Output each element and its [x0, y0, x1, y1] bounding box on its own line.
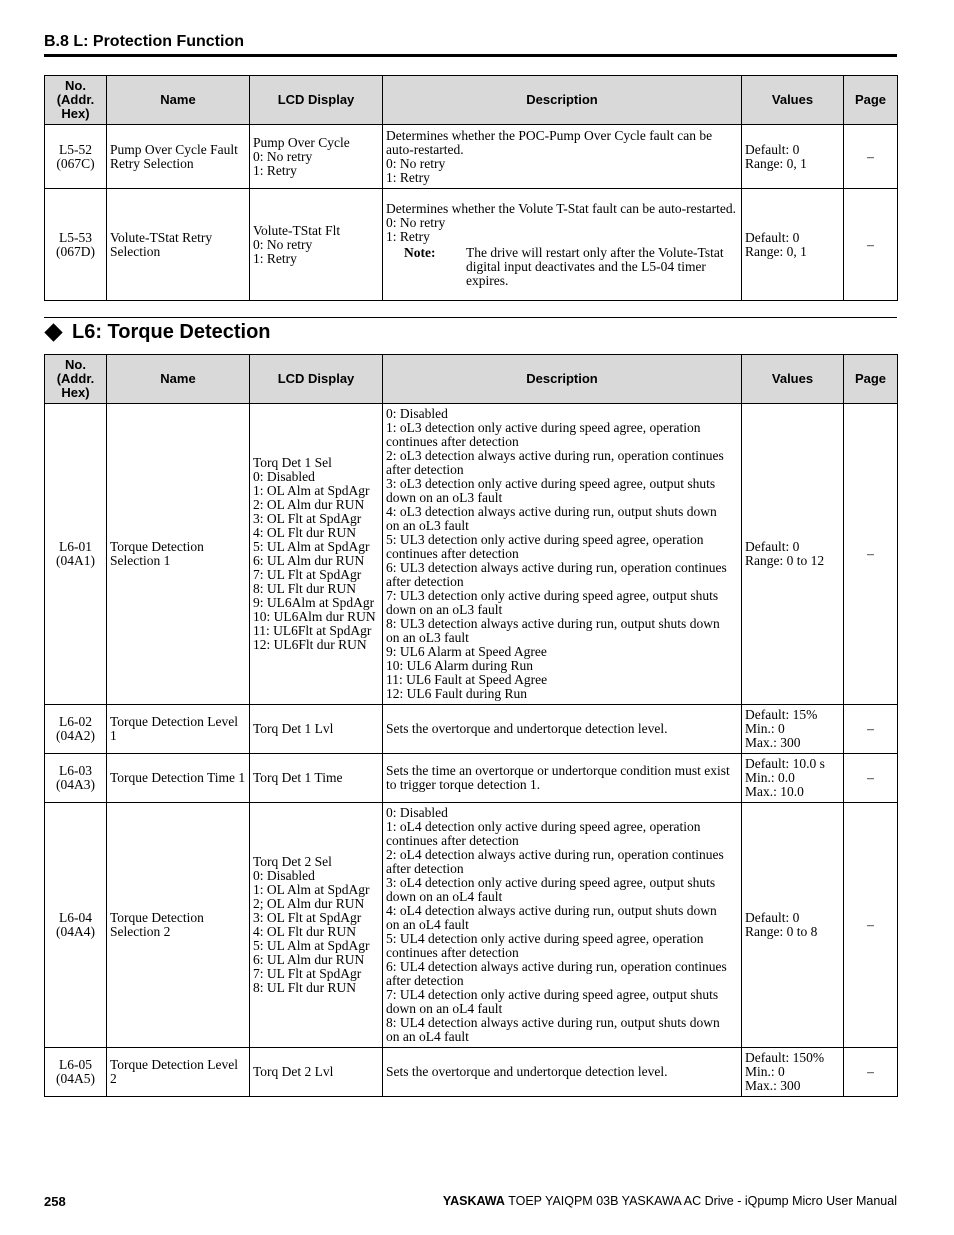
cell-line: Min.: 0.0 — [745, 770, 795, 785]
cell-line: 1: OL Alm at SpdAgr — [253, 882, 370, 897]
cell-line: Max.: 300 — [745, 735, 801, 750]
cell-line: on an oL4 fault — [386, 917, 469, 932]
values-cell — [742, 189, 844, 301]
cell-line: down on an oL4 fault — [386, 1001, 503, 1016]
cell-line: 2: oL4 detection always active during run, operation continues — [386, 847, 724, 862]
description-cell — [383, 754, 742, 803]
note-block — [386, 246, 738, 288]
cell-line: 7: UL4 detection only active during speed agree, output shuts — [386, 987, 719, 1002]
cell-line: Range: 0 to 8 — [745, 924, 818, 939]
cell-line: 4: oL4 detection always active during run, output shuts down — [386, 903, 717, 918]
param-name: Torque Detection Level 2 — [107, 1048, 250, 1097]
cell-line: Sets the overtorque and undertorque detection level. — [386, 721, 668, 736]
cell-line: to trigger torque detection 1. — [386, 777, 541, 792]
cell-line: 10: UL6Alm dur RUN — [253, 609, 376, 624]
description-cell — [383, 803, 742, 1048]
col-header-values: Values — [742, 355, 844, 404]
cell-line: 10: UL6 Alarm during Run — [386, 658, 533, 673]
col-header-no: No. (Addr. Hex) — [45, 76, 107, 125]
values-cell — [742, 754, 844, 803]
cell-line: 4: OL Flt dur RUN — [253, 525, 357, 540]
cell-line: Torq Det 1 Lvl — [253, 721, 334, 736]
cell-line: Default: 0 — [745, 229, 800, 245]
cell-line: Range: 0 to 12 — [745, 553, 825, 568]
cell-line: on an oL3 fault — [386, 518, 469, 533]
cell-line: after detection — [386, 973, 464, 988]
cell-line: 0: Disabled — [253, 868, 315, 883]
description-cell — [383, 125, 742, 189]
cell-line: Min.: 0 — [745, 1064, 785, 1079]
cell-line: 8: UL Flt dur RUN — [253, 980, 357, 995]
table-row — [45, 1048, 898, 1097]
cell-line: Range: 0, 1 — [745, 155, 807, 171]
cell-line: 0: Disabled — [253, 469, 315, 484]
col-header-no: No. (Addr. Hex) — [45, 355, 107, 404]
cell-line: Pump Over Cycle — [253, 134, 350, 150]
section-title: L6: Torque Detection — [72, 321, 271, 343]
cell-line: 7: UL Flt at SpdAgr — [253, 567, 362, 582]
page-header-title: B.8 L: Protection Function — [44, 33, 244, 50]
param-address: (067D) — [56, 243, 95, 259]
section-rule — [44, 317, 897, 318]
param-address: (04A3) — [56, 777, 95, 792]
lcd-display-cell — [250, 754, 383, 803]
l5-parameter-table — [44, 75, 898, 301]
description-text: Determines whether the Volute T-Stat fault can be auto-restarted. — [386, 200, 737, 216]
description-line: 1: Retry — [386, 169, 430, 185]
cell-line: 5: UL Alm at SpdAgr — [253, 539, 370, 554]
cell-line: 8: UL3 detection always active during run, output shuts down — [386, 616, 720, 631]
diamond-bullet-icon — [44, 323, 62, 341]
cell-line: 7: UL3 detection only active during speed agree, output shuts — [386, 588, 719, 603]
page-cell: – — [844, 803, 898, 1048]
param-number: L6-05 — [59, 1057, 92, 1072]
cell-line: 1: Retry — [253, 250, 297, 266]
param-address: (04A5) — [56, 1071, 95, 1086]
cell-line: 3: oL3 detection only active during speed agree, output shuts — [386, 476, 716, 491]
param-number: L6-01 — [59, 539, 92, 554]
cell-line: 6: UL3 detection always active during run, operation continues — [386, 560, 727, 575]
col-header-lcd: LCD Display — [250, 76, 383, 125]
cell-line: 12: UL6Flt dur RUN — [253, 637, 367, 652]
param-address: (04A4) — [56, 924, 95, 939]
cell-line: down on an oL4 fault — [386, 889, 503, 904]
description-line: 1: Retry — [386, 228, 430, 244]
description-text: Determines whether the POC-Pump Over Cycle fault can be auto-restarted. — [386, 127, 713, 157]
cell-line: Torq Det 2 Sel — [253, 854, 332, 869]
table-row — [45, 125, 898, 189]
cell-line: Range: 0, 1 — [745, 243, 807, 259]
lcd-display-cell — [250, 803, 383, 1048]
cell-line: Sets the overtorque and undertorque detection level. — [386, 1064, 668, 1079]
lcd-display-cell — [250, 1048, 383, 1097]
description-cell — [383, 1048, 742, 1097]
cell-line: Max.: 300 — [745, 1078, 801, 1093]
param-number: L6-02 — [59, 714, 92, 729]
cell-line: Min.: 0 — [745, 721, 785, 736]
values-cell — [742, 705, 844, 754]
page-cell: – — [844, 1048, 898, 1097]
cell-line: 11: UL6 Fault at Speed Agree — [386, 672, 548, 687]
cell-line: Sets the time an overtorque or undertorque condition must exist — [386, 763, 730, 778]
cell-line: 5: UL Alm at SpdAgr — [253, 938, 370, 953]
cell-line: Torq Det 1 Sel — [253, 455, 332, 470]
cell-line: continues after detection — [386, 434, 519, 449]
param-number: L6-03 — [59, 763, 92, 778]
param-name: Pump Over Cycle Fault Retry Selection — [107, 125, 250, 189]
col-header-description: Description — [383, 76, 742, 125]
lcd-display-cell — [250, 125, 383, 189]
values-cell — [742, 125, 844, 189]
footer-page-number: 258 — [44, 1194, 66, 1209]
cell-line: 0: Disabled — [386, 805, 448, 820]
table-row — [45, 189, 898, 301]
cell-line: 3: OL Flt at SpdAgr — [253, 511, 362, 526]
l6-table-header-row — [45, 355, 898, 404]
table-row — [45, 705, 898, 754]
cell-line: 9: UL6 Alarm at Speed Agree — [386, 644, 547, 659]
cell-line: after detection — [386, 861, 464, 876]
col-header-page: Page — [844, 355, 898, 404]
cell-line: on an oL4 fault — [386, 1029, 469, 1044]
cell-line: 9: UL6Alm at SpdAgr — [253, 595, 375, 610]
description-cell — [383, 404, 742, 705]
page-cell: – — [844, 705, 898, 754]
values-cell — [742, 803, 844, 1048]
cell-line: 8: UL Flt dur RUN — [253, 581, 357, 596]
l6-parameter-table — [44, 354, 898, 1097]
values-cell — [742, 1048, 844, 1097]
col-header-name: Name — [107, 76, 250, 125]
cell-line: 3: oL4 detection only active during speed agree, output shuts — [386, 875, 716, 890]
cell-line: Torq Det 2 Lvl — [253, 1064, 334, 1079]
lcd-display-cell — [250, 189, 383, 301]
cell-line: Default: 15% — [745, 707, 818, 722]
cell-line: 3: OL Flt at SpdAgr — [253, 910, 362, 925]
cell-line: 1: Retry — [253, 162, 297, 178]
param-number-cell — [45, 803, 107, 1048]
col-header-description: Description — [383, 355, 742, 404]
param-number-cell — [45, 705, 107, 754]
description-cell — [383, 705, 742, 754]
param-number-cell — [45, 404, 107, 705]
page-cell: – — [844, 125, 898, 189]
param-number-cell — [45, 1048, 107, 1097]
cell-line: continues after detection — [386, 945, 519, 960]
page-cell: – — [844, 404, 898, 705]
table-row — [45, 803, 898, 1048]
table-row — [45, 404, 898, 705]
header-rule — [44, 54, 897, 57]
cell-line: Volute-TStat Flt — [253, 222, 341, 238]
values-cell — [742, 404, 844, 705]
note-label: Note: — [404, 244, 436, 260]
param-name: Torque Detection Level 1 — [107, 705, 250, 754]
cell-line: 5: UL3 detection only active during speed agree, operation — [386, 532, 704, 547]
col-header-values: Values — [742, 76, 844, 125]
cell-line: Default: 0 — [745, 141, 800, 157]
table-row — [45, 754, 898, 803]
section-heading — [44, 321, 271, 344]
param-name: Torque Detection Selection 1 — [107, 404, 250, 705]
lcd-display-cell — [250, 404, 383, 705]
cell-line: Default: 0 — [745, 910, 800, 925]
param-name: Volute-TStat Retry Selection — [107, 189, 250, 301]
col-header-name: Name — [107, 355, 250, 404]
cell-line: 6: UL Alm dur RUN — [253, 952, 365, 967]
cell-line: continues after detection — [386, 546, 519, 561]
footer-doc-name: TOEP YAIQPM 03B YASKAWA AC Drive - iQpump Micro User Manual — [508, 1194, 897, 1208]
cell-line: 11: UL6Flt at SpdAgr — [253, 623, 372, 638]
description-line: 0: No retry — [386, 155, 446, 171]
cell-line: 1: OL Alm at SpdAgr — [253, 483, 370, 498]
lcd-display-cell — [250, 705, 383, 754]
footer-document-title — [443, 1194, 897, 1208]
description-cell — [383, 189, 742, 301]
note-text: The drive will restart only after the Volute-Tstat digital input deactivates and the L5-04 timer expires. — [466, 244, 724, 288]
cell-line: 4: oL3 detection always active during run, output shuts down — [386, 504, 717, 519]
cell-line: 4: OL Flt dur RUN — [253, 924, 357, 939]
param-name: Torque Detection Selection 2 — [107, 803, 250, 1048]
param-address: (04A2) — [56, 728, 95, 743]
cell-line: continues after detection — [386, 833, 519, 848]
param-number: L5-53 — [59, 229, 92, 245]
param-name: Torque Detection Time 1 — [107, 754, 250, 803]
param-number-cell — [45, 189, 107, 301]
cell-line: 5: UL4 detection only active during speed agree, operation — [386, 931, 704, 946]
l5-table-header-row — [45, 76, 898, 125]
cell-line: after detection — [386, 462, 464, 477]
cell-line: Default: 0 — [745, 539, 800, 554]
param-address: (067C) — [56, 155, 95, 171]
cell-line: 0: Disabled — [386, 406, 448, 421]
page-cell: – — [844, 189, 898, 301]
description-line: 0: No retry — [386, 214, 446, 230]
param-number: L5-52 — [59, 141, 92, 157]
cell-line: 1: oL3 detection only active during speed agree, operation — [386, 420, 701, 435]
cell-line: 2: OL Alm dur RUN — [253, 497, 365, 512]
col-header-page: Page — [844, 76, 898, 125]
cell-line: 6: UL Alm dur RUN — [253, 553, 365, 568]
cell-line: 2; OL Alm dur RUN — [253, 896, 365, 911]
cell-line: 8: UL4 detection always active during run, output shuts down — [386, 1015, 720, 1030]
param-number: L6-04 — [59, 910, 92, 925]
cell-line: 0: No retry — [253, 236, 313, 252]
cell-line: Default: 10.0 s — [745, 756, 825, 771]
col-header-lcd: LCD Display — [250, 355, 383, 404]
footer-brand: YASKAWA — [442, 1194, 505, 1208]
param-number-cell — [45, 754, 107, 803]
cell-line: 0: No retry — [253, 148, 313, 164]
cell-line: Torq Det 1 Time — [253, 770, 343, 785]
cell-line: 12: UL6 Fault during Run — [386, 686, 527, 701]
cell-line: 7: UL Flt at SpdAgr — [253, 966, 362, 981]
cell-line: Default: 150% — [745, 1050, 825, 1065]
cell-line: after detection — [386, 574, 464, 589]
param-address: (04A1) — [56, 553, 95, 568]
cell-line: Max.: 10.0 — [745, 784, 804, 799]
cell-line: 1: oL4 detection only active during speed agree, operation — [386, 819, 701, 834]
cell-line: 6: UL4 detection always active during run, operation continues — [386, 959, 727, 974]
cell-line: down on an oL3 fault — [386, 602, 503, 617]
cell-line: 2: oL3 detection always active during run, operation continues — [386, 448, 724, 463]
page-cell: – — [844, 754, 898, 803]
cell-line: down on an oL3 fault — [386, 490, 503, 505]
cell-line: on an oL3 fault — [386, 630, 469, 645]
param-number-cell — [45, 125, 107, 189]
